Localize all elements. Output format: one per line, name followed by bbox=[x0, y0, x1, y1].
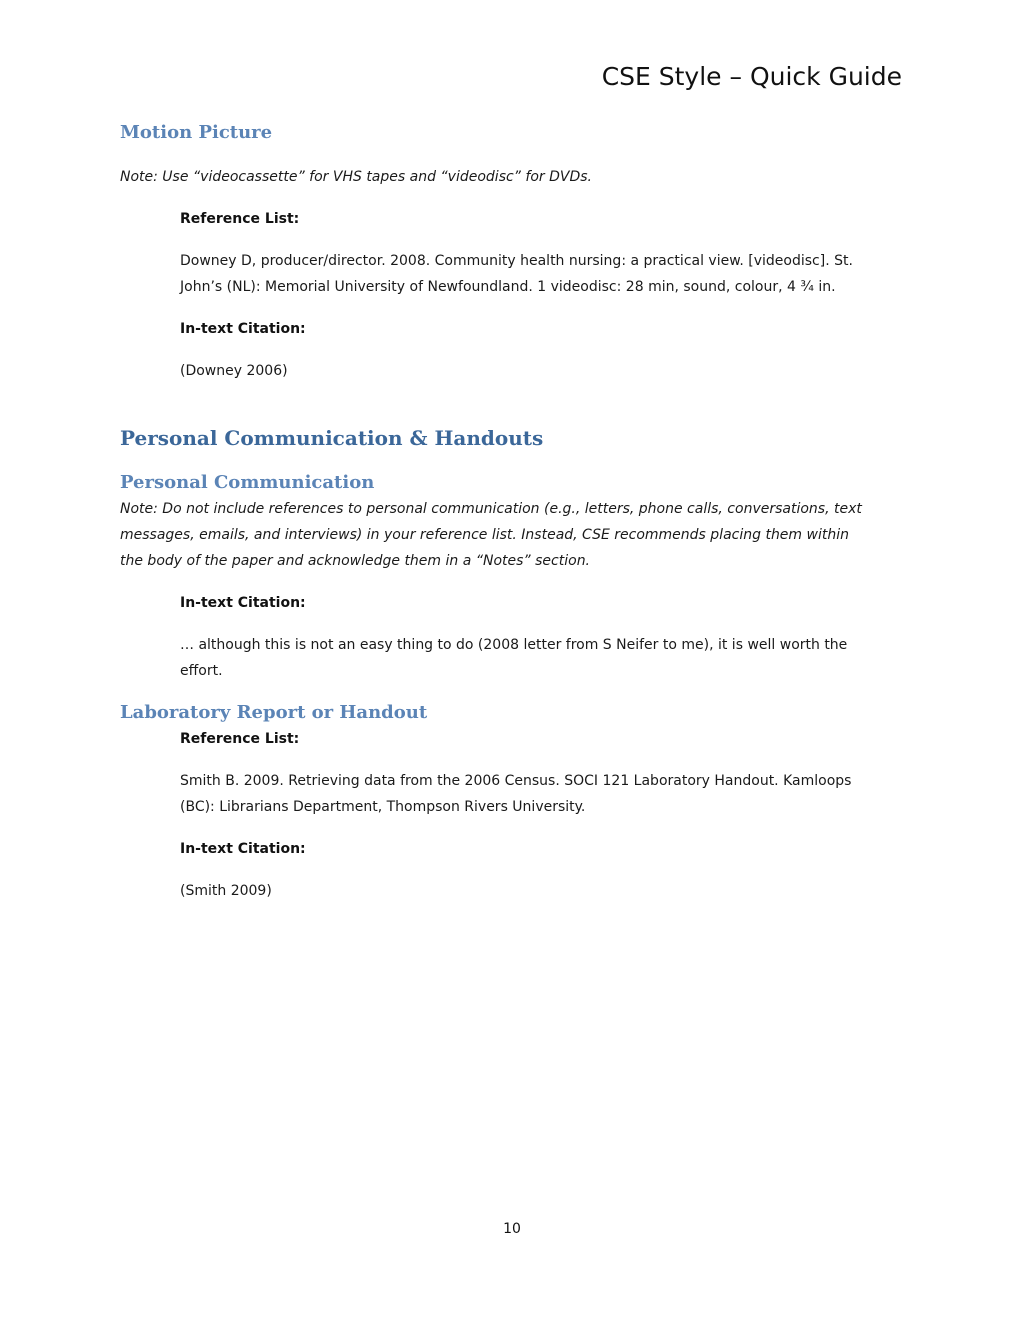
in-text-citation-line: … although this is not an easy thing to do (2008 letter from S Neifer to me), it is well worth the bbox=[180, 637, 848, 653]
reference-list-label: Reference List: bbox=[180, 211, 300, 227]
reference-entry-line: Smith B. 2009. Retrieving data from the 2006 Census. SOCI 121 Laboratory Handout. Kamloops bbox=[180, 773, 852, 789]
page-number: 10 bbox=[503, 1221, 521, 1237]
motion-picture-block bbox=[180, 206, 910, 384]
reference-entry-line: (BC): Librarians Department, Thompson Rivers University. bbox=[180, 799, 586, 815]
note-line: messages, emails, and interviews) in your reference list. Instead, CSE recommends placing them within bbox=[120, 527, 849, 543]
heading-laboratory-report: Laboratory Report or Handout bbox=[120, 702, 428, 723]
heading-personal-communication: Personal Communication bbox=[120, 472, 375, 493]
note-motion-picture: Note: Use “videocassette” for VHS tapes and “videodisc” for DVDs. bbox=[120, 169, 592, 185]
in-text-citation: (Smith 2009) bbox=[180, 883, 272, 899]
section-motion-picture bbox=[120, 120, 910, 384]
reference-list-label: Reference List: bbox=[180, 731, 300, 747]
laboratory-report-block bbox=[180, 726, 910, 904]
note-line: Note: Do not include references to personal communication (e.g., letters, phone calls, conversations, text bbox=[120, 501, 862, 517]
page-content bbox=[120, 120, 910, 904]
reference-entry-line: Downey D, producer/director. 2008. Community health nursing: a practical view. [videodisc]. St. bbox=[180, 253, 853, 269]
heading-motion-picture: Motion Picture bbox=[120, 122, 273, 143]
in-text-citation: (Downey 2006) bbox=[180, 363, 288, 379]
page-header-title: CSE Style – Quick Guide bbox=[601, 62, 902, 91]
heading-personal-communication-handouts: Personal Communication & Handouts bbox=[120, 426, 544, 450]
in-text-citation-label: In-text Citation: bbox=[180, 321, 306, 337]
personal-communication-block bbox=[180, 590, 910, 684]
section-personal-communication bbox=[120, 470, 910, 684]
in-text-citation-label: In-text Citation: bbox=[180, 595, 306, 611]
section-laboratory-report bbox=[120, 700, 910, 904]
note-line: the body of the paper and acknowledge them in a “Notes” section. bbox=[120, 553, 591, 569]
in-text-citation-label: In-text Citation: bbox=[180, 841, 306, 857]
in-text-citation-line: effort. bbox=[180, 663, 223, 679]
reference-entry-line: John’s (NL): Memorial University of Newfoundland. 1 videodisc: 28 min, sound, colour, 4 ¾ in. bbox=[180, 279, 836, 295]
